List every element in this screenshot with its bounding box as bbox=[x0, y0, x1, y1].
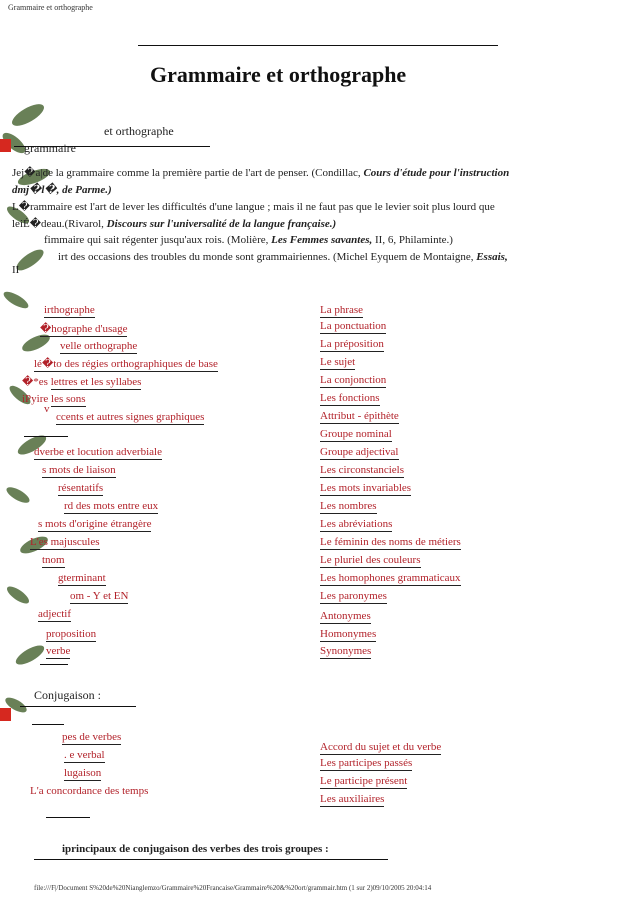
link-nombres[interactable]: Les nombres bbox=[320, 500, 377, 512]
quote-4 bbox=[58, 251, 508, 263]
link-participes-passes[interactable]: Les participes passés bbox=[320, 757, 413, 769]
principaux-conjugaison: iprincipaux de conjugaison des verbes des trois groupes : bbox=[62, 843, 329, 855]
link-proposition[interactable]: proposition bbox=[46, 628, 97, 640]
separator bbox=[32, 724, 64, 725]
link-groupe-verbal[interactable]: . e verbal bbox=[64, 749, 105, 761]
quote-lead: dmj�l�, bbox=[12, 184, 63, 196]
link-nouvelle-orthographe[interactable]: velle orthographe bbox=[60, 340, 138, 352]
link-adverbe[interactable]: dverbe et locution adverbiale bbox=[34, 446, 162, 458]
link-majuscules[interactable]: L'es majuscules bbox=[30, 536, 100, 548]
quote-text: la grammaire comme la première partie de l'art de penser. (Condillac, bbox=[55, 167, 361, 179]
link-mots-etrangere[interactable]: s mots d'origine étrangère bbox=[38, 518, 152, 530]
quote-1b bbox=[12, 183, 112, 196]
link-pronom-y-en[interactable]: om - Y et EN bbox=[70, 590, 129, 602]
link-adjectif[interactable]: adjectif bbox=[38, 608, 71, 620]
quote-1 bbox=[12, 166, 509, 179]
link-homonymes[interactable]: Homonymes bbox=[320, 628, 377, 640]
link-paronymes[interactable]: Les paronymes bbox=[320, 590, 387, 602]
separator bbox=[46, 817, 90, 818]
link-lettres-syllabes[interactable]: lettres et les syllabes bbox=[50, 376, 142, 388]
quote-work: de Parme.) bbox=[62, 184, 112, 196]
link-concordance-temps[interactable]: L'a concordance des temps bbox=[30, 785, 149, 797]
link-sons[interactable]: les sons bbox=[51, 393, 86, 405]
link-orthographe[interactable]: irthographe bbox=[44, 304, 95, 316]
link-presentatifs[interactable]: résentatifs bbox=[58, 482, 104, 494]
red-marker-icon bbox=[0, 708, 11, 721]
link-conjugaison[interactable]: lugaison bbox=[64, 767, 102, 779]
link-pluriel-couleurs[interactable]: Le pluriel des couleurs bbox=[320, 554, 421, 566]
link-accord-sujet-verbe[interactable]: Accord du sujet et du verbe bbox=[320, 741, 442, 753]
link-participe-present[interactable]: Le participe présent bbox=[320, 775, 408, 787]
link-regles-orthographiques[interactable]: lé�to des régies orthographiques de base bbox=[34, 358, 218, 370]
subtitle: et orthographe bbox=[104, 124, 174, 138]
link-auxiliaires[interactable]: Les auxiliaires bbox=[320, 793, 385, 805]
page-title: Grammaire et orthographe bbox=[150, 62, 407, 87]
quote-4b bbox=[12, 264, 19, 276]
bottom-rule bbox=[34, 859, 388, 860]
quote-work: Les Femmes savantes, bbox=[271, 234, 373, 246]
link-prefix: iPyire bbox=[22, 393, 49, 405]
quote-text: fimmaire qui sait régenter jusqu'aux rois. (Molière, bbox=[44, 234, 269, 246]
link-antonymes[interactable]: Antonymes bbox=[320, 610, 371, 622]
link-attribut-epithete[interactable]: Attribut - épithète bbox=[320, 410, 399, 422]
quote-2b bbox=[12, 217, 336, 230]
link-feminin-metiers[interactable]: Le féminin des noms de métiers bbox=[320, 536, 461, 548]
link-prefix-v: v bbox=[44, 403, 50, 415]
red-marker-icon bbox=[0, 139, 11, 152]
quote-lead: II bbox=[12, 264, 20, 276]
page-footer: file:///F|/Document S%20de%20Nianglemzo/Grammaire%20Francaise/Grammaire%20&%20ort/grammair.htm (1 sur 2)09/10/2005 20:04:14 bbox=[34, 884, 432, 892]
link-verbe[interactable]: verbe bbox=[46, 645, 71, 657]
quote-lead: Jej�a|de bbox=[12, 167, 53, 179]
title-rule bbox=[138, 45, 498, 46]
link-abreviations[interactable]: Les abréviations bbox=[320, 518, 393, 530]
link-circonstanciels[interactable]: Les circonstanciels bbox=[320, 464, 404, 476]
conjugaison-rule bbox=[20, 706, 136, 707]
link-conjonction[interactable]: La conjonction bbox=[320, 374, 387, 386]
link-accord-mots[interactable]: rd des mots entre eux bbox=[64, 500, 159, 512]
conjugaison-title: Conjugaison : bbox=[34, 688, 102, 702]
separator bbox=[40, 664, 68, 665]
link-groupe-adjectival[interactable]: Groupe adjectival bbox=[320, 446, 399, 458]
quote-text: est l'art de lever les difficultés d'une langue ; mais il ne faut pas que le levier soit plus lourd que bbox=[74, 201, 495, 213]
quote-lead: L�rammaire bbox=[12, 201, 73, 213]
link-groupe-nominal[interactable]: Groupe nominal bbox=[320, 428, 392, 440]
link-ponctuation[interactable]: La ponctuation bbox=[320, 320, 387, 332]
link-homophones[interactable]: Les homophones grammaticaux bbox=[320, 572, 461, 584]
link-fonctions[interactable]: Les fonctions bbox=[320, 392, 380, 404]
link-nom[interactable]: tnom bbox=[42, 554, 65, 566]
link-sujet[interactable]: Le sujet bbox=[320, 356, 356, 368]
quote-work: Cours d'étude pour l'instruction bbox=[363, 167, 510, 179]
link-mots-invariables[interactable]: Les mots invariables bbox=[320, 482, 412, 494]
quote-text: irt des occasions des troubles du monde sont grammairiennes. (Michel Eyquem de Montaigne, bbox=[58, 251, 474, 263]
quote-work: Essais, bbox=[476, 251, 508, 263]
page-header: Grammaire et orthographe bbox=[8, 3, 93, 12]
link-orthographe-usage[interactable]: �hographe d'usage bbox=[40, 323, 128, 335]
quote-work: Discours sur l'universalité de la langue française.) bbox=[106, 218, 337, 230]
subtitle-left: grammaire bbox=[24, 141, 76, 155]
quote-3 bbox=[44, 234, 453, 246]
link-synonymes[interactable]: Synonymes bbox=[320, 645, 372, 657]
quote-lead: leiÉ�deau.(Rivarol, bbox=[12, 218, 104, 230]
link-accents[interactable]: ccents et autres signes graphiques bbox=[56, 411, 205, 423]
link-phrase[interactable]: La phrase bbox=[320, 304, 364, 316]
link-mots-liaison[interactable]: s mots de liaison bbox=[42, 464, 116, 476]
quote-tail: II, 6, Philaminte.) bbox=[375, 234, 453, 246]
separator bbox=[24, 436, 68, 437]
link-determinant[interactable]: gterminant bbox=[58, 572, 106, 584]
link-prefix: �*es bbox=[22, 376, 48, 388]
quote-2 bbox=[12, 200, 495, 213]
link-preposition[interactable]: La préposition bbox=[320, 338, 384, 350]
link-types-verbes[interactable]: pes de verbes bbox=[62, 731, 122, 743]
